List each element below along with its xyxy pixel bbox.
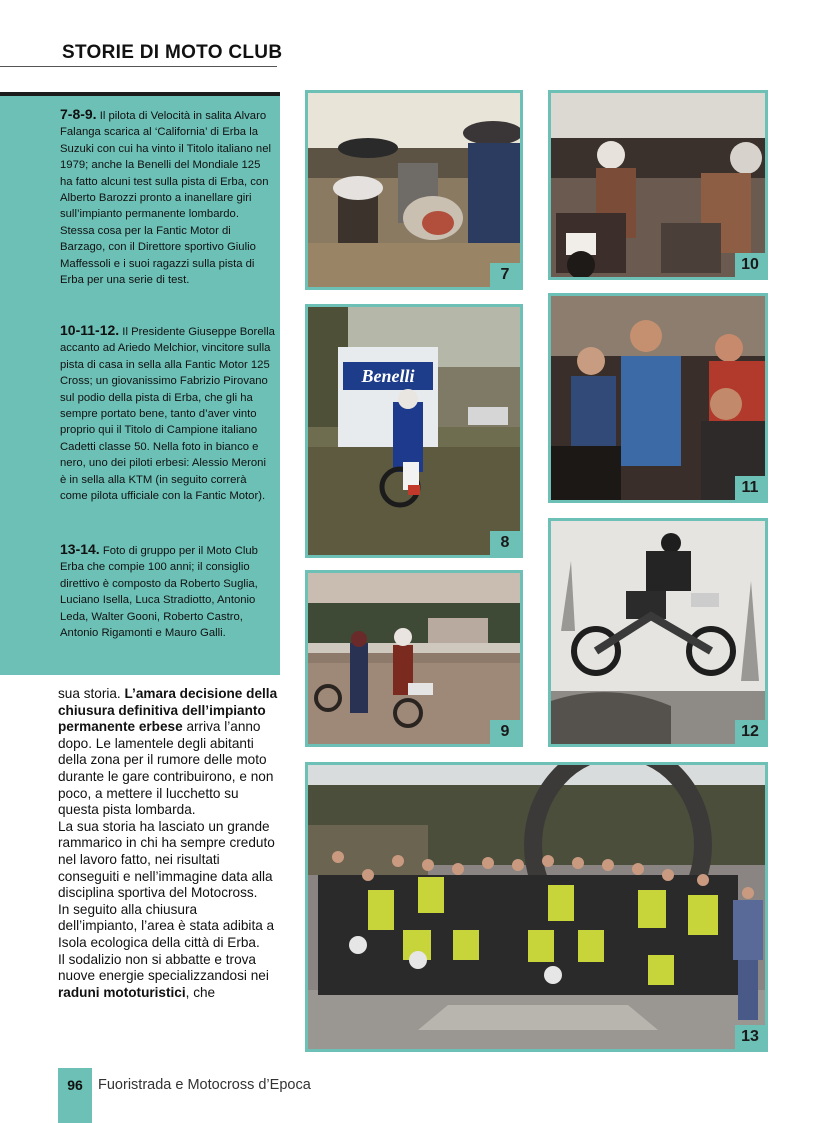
caption-13-14 [60,541,275,641]
caption-10-11-12 [60,322,275,504]
photo-13-image [308,765,765,1049]
caption-text: Il Presidente Giuseppe Borella accanto ad Ariedo Melchior, vincitore sulla pista di casa in sella alla Fantic Motor 125 Cross; un giovanissimo Fabrizio Pirovano sul podio della pista di Erba, che gli ha sempre portato bene, tanto d’aver vinto proprio qui il Titolo di Campione italiano Cadetti classe 50. Nella foto in bianco e nero, uno dei piloti erbesi: Alessio Meroni è in sella alla KTM (in seguito correrà come pilota ufficiale con la Fantic Motor). [60,326,275,503]
photo-9 [305,570,523,747]
body-text: Il sodalizio non si abbatte e trova nuove energie specializzandosi nei [58,951,269,984]
photo-11-image [551,296,765,500]
body-text: arriva l’anno dopo. Le lamentele degli abitanti della zona per il rumore delle moto durante le gare contribuirono, e non poco, a mettere il lucchetto su questa pista lombarda. [58,719,274,818]
photo-13 [305,762,768,1052]
photo-11 [548,293,768,503]
photo-8-image [308,307,520,555]
publication-title: Fuoristrada e Motocross d’Epoca [98,1077,311,1093]
caption-number: 7-8-9. [60,106,97,122]
photo-number-badge: 8 [490,531,520,555]
photo-8 [305,304,523,558]
body-bold-text: L’amara decisione della chiusura definitiva dell’impianto permanente erbese [58,686,278,735]
photo-number-badge: 10 [735,253,765,277]
caption-7-8-9 [60,106,275,288]
body-bold-text: raduni mototuristici [58,984,186,1000]
body-paragraph: La sua storia ha lasciato un grande rammarico in chi ha sempre creduto nel lavoro fatto, nei risultati conseguiti e nell’immagine data alla disciplina sportiva del Motocross. [58,818,275,901]
photo-number-badge: 12 [735,720,765,744]
caption-number: 10-11-12. [60,322,120,338]
caption-text: Foto di gruppo per il Moto Club Erba che compie 100 anni; il consiglio direttivo è composto da Roberto Suglia, Luciano Isella, Luca Stradiotto, Antonio Leda, Walter Gooni, Roberto Castro, Antonio Rigamonti e Mauro Galli. [60,545,258,640]
body-text: , che [185,984,216,1000]
body-paragraph: In seguito alla chiusura dell’impianto, l’area è stata adibita a Isola ecologica della città di Erba. [58,901,275,950]
page-section-title: STORIE DI MOTO CLUB [62,42,283,63]
truck-logo-text: Benelli [361,366,415,386]
photo-10-image [551,93,765,277]
photo-7-image [308,93,520,287]
caption-text: Il pilota di Velocità in salita Alvaro Falanga scarica al ‘California’ di Erba la Suzuki con cui ha vinto il Titolo italiano nel 1979; anche la Benelli del Mondiale 125 ha fatto alcuni test sulla pista di Erba, con Alberto Barozzi pronto a inanellare giri sull’impianto permanente lombardo. Stessa cosa per la Fantic Motor di Barzago, con il Direttore sportivo Giulio Maffessoli e i suoi ragazzi sulla pista di Erba per una serie di test. [60,110,271,287]
photo-number-badge: 9 [490,720,520,744]
photo-number-badge: 7 [490,263,520,287]
photo-12 [548,518,768,747]
page-number: 96 [67,1077,83,1093]
photo-number-badge: 11 [735,476,765,500]
caption-number: 13-14. [60,541,100,557]
body-text: sua storia. [58,686,125,701]
header-rule [0,66,277,67]
photo-7 [305,90,523,290]
article-body [58,686,280,1001]
photo-12-image [551,521,765,744]
photo-10 [548,90,768,280]
photo-9-image [308,573,520,744]
photo-number-badge: 13 [735,1025,765,1049]
